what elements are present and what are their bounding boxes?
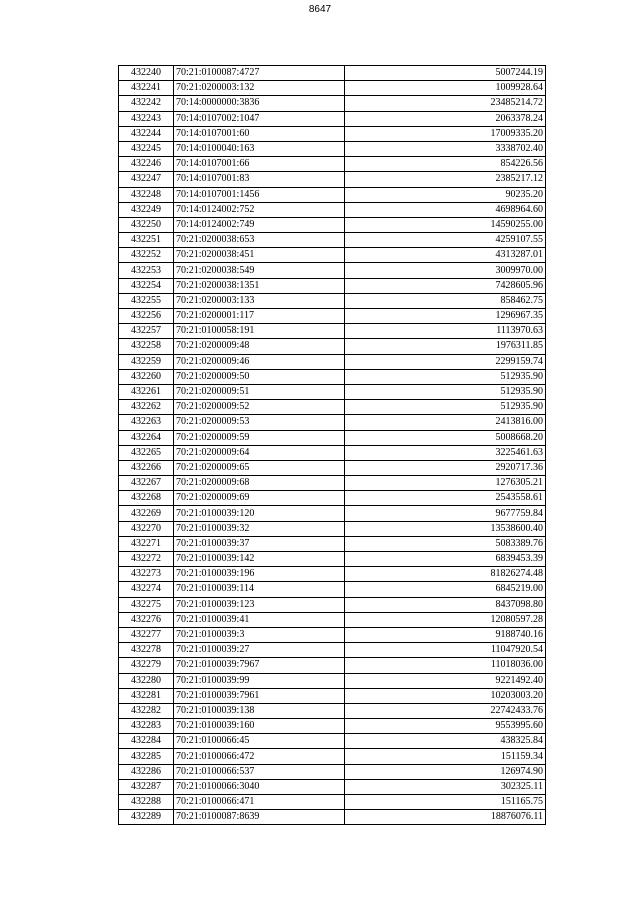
row-number-cell: 432279 — [119, 658, 174, 673]
value-cell: 7428605.96 — [345, 278, 546, 293]
table-row — [119, 795, 546, 810]
value-cell: 81826274.48 — [345, 567, 546, 582]
value-cell: 2299159.74 — [345, 354, 546, 369]
row-number-cell: 432248 — [119, 187, 174, 202]
cadastral-number-cell: 70:21:0200038:653 — [174, 233, 345, 248]
value-cell: 126974.90 — [345, 764, 546, 779]
value-cell: 12080597.28 — [345, 612, 546, 627]
row-number-cell: 432243 — [119, 111, 174, 126]
table-row — [119, 627, 546, 642]
cadastral-number-cell: 70:21:0100066:45 — [174, 734, 345, 749]
row-number-cell: 432272 — [119, 552, 174, 567]
cadastral-number-cell: 70:21:0100066:3040 — [174, 779, 345, 794]
table-row — [119, 157, 546, 172]
table-row — [119, 552, 546, 567]
value-cell: 17009335.20 — [345, 126, 546, 141]
table-row — [119, 96, 546, 111]
value-cell: 9188740.16 — [345, 627, 546, 642]
value-cell: 4698964.60 — [345, 202, 546, 217]
value-cell: 11047920.54 — [345, 643, 546, 658]
row-number-cell: 432251 — [119, 233, 174, 248]
value-cell: 512935.90 — [345, 369, 546, 384]
value-cell: 14590255.00 — [345, 217, 546, 232]
value-cell: 858462.75 — [345, 293, 546, 308]
table-row — [119, 217, 546, 232]
table-row — [119, 248, 546, 263]
table-row — [119, 172, 546, 187]
table-row — [119, 324, 546, 339]
table-row — [119, 66, 546, 81]
value-cell: 11018036.00 — [345, 658, 546, 673]
row-number-cell: 432289 — [119, 810, 174, 825]
value-cell: 1009928.64 — [345, 81, 546, 96]
cadastral-number-cell: 70:21:0200038:549 — [174, 263, 345, 278]
table-row — [119, 521, 546, 536]
cadastral-number-cell: 70:14:0107001:1456 — [174, 187, 345, 202]
row-number-cell: 432270 — [119, 521, 174, 536]
cadastral-number-cell: 70:21:0100039:7961 — [174, 688, 345, 703]
value-cell: 1113970.63 — [345, 324, 546, 339]
table-row — [119, 111, 546, 126]
value-cell: 4313287.01 — [345, 248, 546, 263]
row-number-cell: 432285 — [119, 749, 174, 764]
cadastral-number-cell: 70:21:0100066:472 — [174, 749, 345, 764]
value-cell: 9221492.40 — [345, 673, 546, 688]
value-cell: 18876076.11 — [345, 810, 546, 825]
value-cell: 5083389.76 — [345, 536, 546, 551]
value-cell: 5007244.19 — [345, 66, 546, 81]
row-number-cell: 432277 — [119, 627, 174, 642]
registry-table-body — [119, 66, 546, 825]
cadastral-number-cell: 70:21:0100039:41 — [174, 612, 345, 627]
cadastral-number-cell: 70:14:0000000:3836 — [174, 96, 345, 111]
table-row — [119, 233, 546, 248]
cadastral-number-cell: 70:21:0200001:117 — [174, 309, 345, 324]
value-cell: 2385217.12 — [345, 172, 546, 187]
row-number-cell: 432287 — [119, 779, 174, 794]
table-row — [119, 369, 546, 384]
table-row — [119, 339, 546, 354]
value-cell: 2063378.24 — [345, 111, 546, 126]
row-number-cell: 432288 — [119, 795, 174, 810]
row-number-cell: 432269 — [119, 506, 174, 521]
value-cell: 2920717.36 — [345, 460, 546, 475]
cadastral-number-cell: 70:14:0100040:163 — [174, 141, 345, 156]
cadastral-number-cell: 70:21:0200009:51 — [174, 384, 345, 399]
row-number-cell: 432244 — [119, 126, 174, 141]
cadastral-number-cell: 70:21:0100087:8639 — [174, 810, 345, 825]
value-cell: 9553995.60 — [345, 719, 546, 734]
cadastral-number-cell: 70:21:0100039:160 — [174, 719, 345, 734]
value-cell: 6845219.00 — [345, 582, 546, 597]
table-row — [119, 126, 546, 141]
table-row — [119, 400, 546, 415]
cadastral-number-cell: 70:21:0100058:191 — [174, 324, 345, 339]
table-row — [119, 612, 546, 627]
row-number-cell: 432267 — [119, 476, 174, 491]
table-row — [119, 506, 546, 521]
row-number-cell: 432283 — [119, 719, 174, 734]
row-number-cell: 432245 — [119, 141, 174, 156]
row-number-cell: 432256 — [119, 309, 174, 324]
cadastral-number-cell: 70:14:0124002:749 — [174, 217, 345, 232]
row-number-cell: 432255 — [119, 293, 174, 308]
row-number-cell: 432276 — [119, 612, 174, 627]
table-row — [119, 688, 546, 703]
value-cell: 151159.34 — [345, 749, 546, 764]
row-number-cell: 432240 — [119, 66, 174, 81]
row-number-cell: 432257 — [119, 324, 174, 339]
table-row — [119, 779, 546, 794]
row-number-cell: 432242 — [119, 96, 174, 111]
table-row — [119, 187, 546, 202]
cadastral-number-cell: 70:21:0200009:52 — [174, 400, 345, 415]
cadastral-number-cell: 70:21:0100039:114 — [174, 582, 345, 597]
row-number-cell: 432258 — [119, 339, 174, 354]
cadastral-number-cell: 70:21:0200009:59 — [174, 430, 345, 445]
row-number-cell: 432254 — [119, 278, 174, 293]
value-cell: 512935.90 — [345, 400, 546, 415]
cadastral-number-cell: 70:14:0107001:83 — [174, 172, 345, 187]
cadastral-number-cell: 70:21:0200003:133 — [174, 293, 345, 308]
table-row — [119, 673, 546, 688]
value-cell: 438325.84 — [345, 734, 546, 749]
value-cell: 10203003.20 — [345, 688, 546, 703]
table-row — [119, 293, 546, 308]
row-number-cell: 432280 — [119, 673, 174, 688]
table-row — [119, 734, 546, 749]
cadastral-number-cell: 70:21:0200009:50 — [174, 369, 345, 384]
cadastral-number-cell: 70:21:0100039:7967 — [174, 658, 345, 673]
table-row — [119, 810, 546, 825]
cadastral-number-cell: 70:21:0100039:142 — [174, 552, 345, 567]
row-number-cell: 432282 — [119, 703, 174, 718]
cadastral-number-cell: 70:21:0200038:1351 — [174, 278, 345, 293]
cadastral-number-cell: 70:21:0100087:4727 — [174, 66, 345, 81]
cadastral-number-cell: 70:21:0200003:132 — [174, 81, 345, 96]
value-cell: 854226.56 — [345, 157, 546, 172]
cadastral-number-cell: 70:21:0100039:32 — [174, 521, 345, 536]
row-number-cell: 432275 — [119, 597, 174, 612]
cadastral-number-cell: 70:21:0200038:451 — [174, 248, 345, 263]
cadastral-number-cell: 70:21:0100039:99 — [174, 673, 345, 688]
cadastral-number-cell: 70:21:0200009:65 — [174, 460, 345, 475]
cadastral-number-cell: 70:21:0100039:3 — [174, 627, 345, 642]
cadastral-number-cell: 70:14:0107001:66 — [174, 157, 345, 172]
row-number-cell: 432281 — [119, 688, 174, 703]
value-cell: 3225461.63 — [345, 445, 546, 460]
table-row — [119, 567, 546, 582]
cadastral-number-cell: 70:21:0100039:196 — [174, 567, 345, 582]
cadastral-number-cell: 70:14:0107002:1047 — [174, 111, 345, 126]
row-number-cell: 432252 — [119, 248, 174, 263]
value-cell: 2413816.00 — [345, 415, 546, 430]
table-row — [119, 764, 546, 779]
row-number-cell: 432261 — [119, 384, 174, 399]
row-number-cell: 432263 — [119, 415, 174, 430]
value-cell: 13538600.40 — [345, 521, 546, 536]
cadastral-number-cell: 70:21:0100039:138 — [174, 703, 345, 718]
table-row — [119, 719, 546, 734]
cadastral-number-cell: 70:21:0100039:123 — [174, 597, 345, 612]
row-number-cell: 432273 — [119, 567, 174, 582]
cadastral-number-cell: 70:14:0124002:752 — [174, 202, 345, 217]
cadastral-number-cell: 70:21:0100039:120 — [174, 506, 345, 521]
table-row — [119, 81, 546, 96]
value-cell: 151165.75 — [345, 795, 546, 810]
row-number-cell: 432264 — [119, 430, 174, 445]
row-number-cell: 432249 — [119, 202, 174, 217]
row-number-cell: 432266 — [119, 460, 174, 475]
cadastral-number-cell: 70:21:0100039:27 — [174, 643, 345, 658]
table-row — [119, 430, 546, 445]
row-number-cell: 432262 — [119, 400, 174, 415]
value-cell: 1976311.85 — [345, 339, 546, 354]
row-number-cell: 432260 — [119, 369, 174, 384]
table-row — [119, 278, 546, 293]
row-number-cell: 432253 — [119, 263, 174, 278]
row-number-cell: 432284 — [119, 734, 174, 749]
table-row — [119, 749, 546, 764]
registry-table — [118, 65, 546, 825]
row-number-cell: 432265 — [119, 445, 174, 460]
cadastral-number-cell: 70:21:0200009:53 — [174, 415, 345, 430]
value-cell: 3338702.40 — [345, 141, 546, 156]
table-row — [119, 643, 546, 658]
value-cell: 302325.11 — [345, 779, 546, 794]
row-number-cell: 432286 — [119, 764, 174, 779]
row-number-cell: 432247 — [119, 172, 174, 187]
row-number-cell: 432259 — [119, 354, 174, 369]
cadastral-number-cell: 70:14:0107001:60 — [174, 126, 345, 141]
value-cell: 6839453.39 — [345, 552, 546, 567]
table-row — [119, 491, 546, 506]
table-row — [119, 415, 546, 430]
row-number-cell: 432278 — [119, 643, 174, 658]
row-number-cell: 432241 — [119, 81, 174, 96]
cadastral-number-cell: 70:21:0200009:48 — [174, 339, 345, 354]
value-cell: 5008668.20 — [345, 430, 546, 445]
value-cell: 23485214.72 — [345, 96, 546, 111]
page-number: 8647 — [308, 4, 332, 15]
value-cell: 1276305.21 — [345, 476, 546, 491]
cadastral-number-cell: 70:21:0100066:537 — [174, 764, 345, 779]
value-cell: 8437098.80 — [345, 597, 546, 612]
table-row — [119, 658, 546, 673]
table-row — [119, 536, 546, 551]
row-number-cell: 432271 — [119, 536, 174, 551]
value-cell: 2543558.61 — [345, 491, 546, 506]
table-row — [119, 141, 546, 156]
value-cell: 1296967.35 — [345, 309, 546, 324]
cadastral-number-cell: 70:21:0100066:471 — [174, 795, 345, 810]
table-row — [119, 582, 546, 597]
cadastral-number-cell: 70:21:0200009:46 — [174, 354, 345, 369]
value-cell: 4259107.55 — [345, 233, 546, 248]
value-cell: 512935.90 — [345, 384, 546, 399]
value-cell: 90235.20 — [345, 187, 546, 202]
cadastral-number-cell: 70:21:0100039:37 — [174, 536, 345, 551]
table-row — [119, 354, 546, 369]
cadastral-number-cell: 70:21:0200009:68 — [174, 476, 345, 491]
value-cell: 22742433.76 — [345, 703, 546, 718]
cadastral-number-cell: 70:21:0200009:64 — [174, 445, 345, 460]
row-number-cell: 432268 — [119, 491, 174, 506]
table-row — [119, 384, 546, 399]
table-row — [119, 703, 546, 718]
table-row — [119, 309, 546, 324]
cadastral-number-cell: 70:21:0200009:69 — [174, 491, 345, 506]
table-row — [119, 445, 546, 460]
value-cell: 3009970.00 — [345, 263, 546, 278]
table-row — [119, 202, 546, 217]
row-number-cell: 432246 — [119, 157, 174, 172]
table-row — [119, 263, 546, 278]
table-row — [119, 597, 546, 612]
table-row — [119, 476, 546, 491]
table-row — [119, 460, 546, 475]
row-number-cell: 432250 — [119, 217, 174, 232]
value-cell: 9677759.84 — [345, 506, 546, 521]
row-number-cell: 432274 — [119, 582, 174, 597]
